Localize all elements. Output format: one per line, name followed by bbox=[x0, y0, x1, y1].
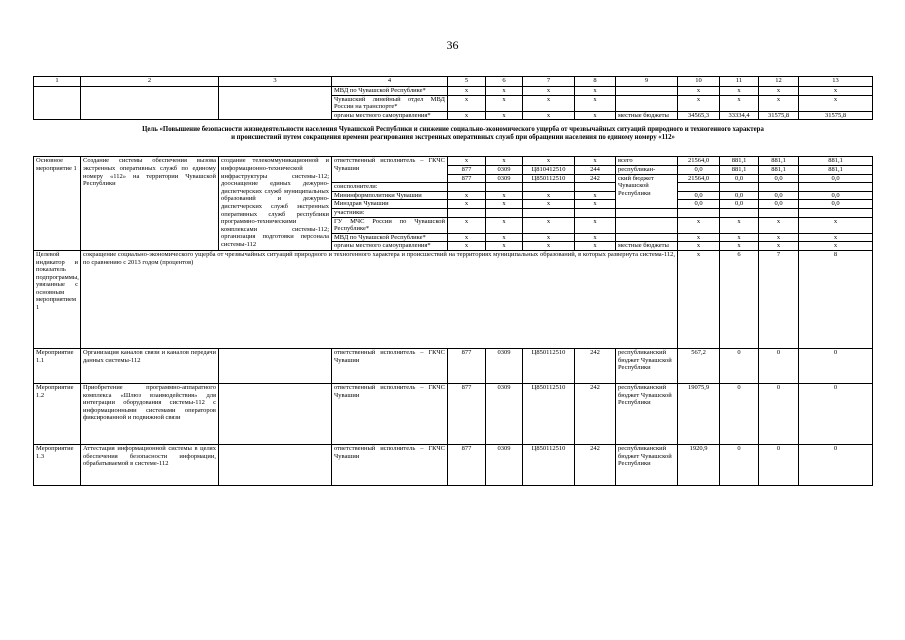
col-header: 2 bbox=[81, 77, 219, 87]
value-cell: х bbox=[720, 233, 759, 242]
target-article-cell: х bbox=[523, 87, 575, 96]
target-article-cell: х bbox=[523, 95, 575, 111]
empty-cell bbox=[34, 87, 81, 120]
value-cell: 0,0 bbox=[799, 191, 873, 200]
grbs-cell: х bbox=[448, 233, 486, 242]
value-cell: 34565,3 bbox=[678, 111, 720, 120]
table-row bbox=[34, 87, 873, 96]
participants-label: участники: bbox=[332, 208, 448, 217]
col-header: 13 bbox=[799, 77, 873, 87]
value-cell: х bbox=[759, 242, 799, 251]
grbs-cell: х bbox=[448, 191, 486, 200]
empty-cell bbox=[81, 87, 219, 120]
target-article-cell: х bbox=[523, 157, 575, 166]
expense-group-cell: х bbox=[575, 95, 616, 111]
executor-cell: Минздрав Чувашии bbox=[332, 200, 448, 209]
col-header: 1 bbox=[34, 77, 81, 87]
indicator-row bbox=[34, 250, 873, 348]
value-cell: х bbox=[720, 217, 759, 233]
section-cell: х bbox=[486, 95, 523, 111]
budget-table bbox=[33, 76, 873, 486]
page-number: 36 bbox=[446, 38, 459, 52]
value-cell: 0,0 bbox=[678, 200, 720, 209]
sub-event-title: Аттестация информационной системы в целях обеспечения безопасности информации, обрабатываемой в системе-112 bbox=[81, 444, 219, 485]
col-header: 10 bbox=[678, 77, 720, 87]
value-cell: 0,0 bbox=[799, 174, 873, 183]
table-row bbox=[34, 383, 873, 444]
value-cell: 0 bbox=[720, 383, 759, 444]
value-cell: 0,0 bbox=[678, 165, 720, 174]
grbs-cell: х bbox=[448, 200, 486, 209]
main-event-number: Основное мероприятие 1 bbox=[34, 157, 81, 251]
value-cell: 0 bbox=[720, 348, 759, 383]
source-cell: местные бюджеты bbox=[616, 242, 678, 251]
value-cell: х bbox=[759, 217, 799, 233]
expense-group-cell: х bbox=[575, 233, 616, 242]
target-article-cell: х bbox=[523, 200, 575, 209]
col-header: 7 bbox=[523, 77, 575, 87]
section-cell: 0309 bbox=[486, 383, 523, 444]
value-cell: 21564,0 bbox=[678, 174, 720, 183]
expense-group-cell: 242 bbox=[575, 174, 616, 183]
executor-cell: ответственный исполнитель – ГКЧС Чувашии bbox=[332, 348, 448, 383]
grbs-cell: 877 bbox=[448, 444, 486, 485]
responsible-executor: ответственный исполнитель – ГКЧС Чувашии bbox=[332, 157, 448, 183]
value-cell: х bbox=[759, 87, 799, 96]
col-header: 4 bbox=[332, 77, 448, 87]
executor-cell: Чувашский линейный отдел МВД России на транспорте* bbox=[332, 95, 448, 111]
value-cell: 0,0 bbox=[720, 191, 759, 200]
expense-group-cell: х bbox=[575, 191, 616, 200]
main-event-title: Создание системы обеспечения вызова экстренных оперативных служб по единому номеру «112» на территории Чувашской Республики bbox=[81, 157, 219, 251]
executor-cell: ГУ МЧС России по Чувашской Республике* bbox=[332, 217, 448, 233]
main-event-tasks: создание телекоммуникационной и информационно-технической инфраструктуры системы-112; дооснащение единых дежурно-диспетчерских служб муниципальных образований и дежурно-диспетчерских служб экстренных оперативных служб республики программно-техническими комплексами системы-112; организация подготовки персонала системы-112 bbox=[219, 157, 332, 251]
target-article-cell: Ц850112510 bbox=[523, 444, 575, 485]
section-cell: 0309 bbox=[486, 348, 523, 383]
coexecutors-label: соисполнители: bbox=[332, 183, 448, 192]
expense-group-cell: 242 bbox=[575, 348, 616, 383]
grbs-cell: х bbox=[448, 87, 486, 96]
expense-group-cell: х bbox=[575, 157, 616, 166]
indicator-value: х bbox=[678, 250, 720, 348]
value-cell: х bbox=[678, 95, 720, 111]
expense-group-cell: 242 bbox=[575, 383, 616, 444]
value-cell: х bbox=[678, 242, 720, 251]
sub-event-number: Мероприятие 1.3 bbox=[34, 444, 81, 485]
col-header: 12 bbox=[759, 77, 799, 87]
goal-heading bbox=[34, 120, 873, 157]
value-cell: 881,1 bbox=[759, 165, 799, 174]
value-cell: 21564,0 bbox=[678, 157, 720, 166]
table-row bbox=[34, 157, 873, 166]
table-row bbox=[34, 348, 873, 383]
value-cell: х bbox=[759, 233, 799, 242]
value-cell: 19075,9 bbox=[678, 383, 720, 444]
target-article-cell: х bbox=[523, 217, 575, 233]
value-cell: 567,2 bbox=[678, 348, 720, 383]
target-article-cell: х bbox=[523, 233, 575, 242]
col-header: 6 bbox=[486, 77, 523, 87]
goal-line-2: и происшествий путем сокращения времени реагирования экстренных оперативных служб при обращении населения по единому номеру «112» bbox=[231, 134, 675, 142]
value-cell: х bbox=[799, 95, 873, 111]
source-cell: республиканский бюджет Чувашской Республики bbox=[616, 444, 678, 485]
value-cell: 881,1 bbox=[799, 165, 873, 174]
value-cell: х bbox=[759, 95, 799, 111]
value-cell: х bbox=[799, 233, 873, 242]
grbs-cell: 877 bbox=[448, 174, 486, 183]
col-header: 9 bbox=[616, 77, 678, 87]
target-article-cell: Ц850112510 bbox=[523, 383, 575, 444]
value-cell: 881,1 bbox=[759, 157, 799, 166]
indicator-value: 8 bbox=[799, 250, 873, 348]
sub-event-title: Приобретение программно-аппаратного комплекса «Шлюз взаимодействия» для интеграции оборудования системы-112 с информационными системами операторов фиксированной и подвижной связи bbox=[81, 383, 219, 444]
value-cell: х bbox=[720, 87, 759, 96]
source-cell bbox=[616, 233, 678, 242]
section-cell: х bbox=[486, 191, 523, 200]
col-header: 11 bbox=[720, 77, 759, 87]
value-cell: 0 bbox=[759, 348, 799, 383]
source-cell: республиканский бюджет Чувашской Республики bbox=[616, 383, 678, 444]
section-cell: 0309 bbox=[486, 165, 523, 174]
target-article-cell: х bbox=[523, 111, 575, 120]
section-cell: 0309 bbox=[486, 444, 523, 485]
value-cell: 881,1 bbox=[720, 165, 759, 174]
goal-line-1: Цель «Повышение безопасности жизнедеятельности населения Чувашской Республики и снижение социально-экономического ущерба от чрезвычайных ситуаций природного и техногенного характера bbox=[142, 126, 764, 134]
indicator-value: 6 bbox=[720, 250, 759, 348]
executor-cell: Мининформполитики Чувашии bbox=[332, 191, 448, 200]
indicator-label: Целевой индикатор и показатель подпрограммы, увязанные с основным мероприятием 1 bbox=[34, 250, 81, 348]
expense-group-cell: х bbox=[575, 217, 616, 233]
value-cell: х bbox=[799, 242, 873, 251]
target-article-cell: х bbox=[523, 191, 575, 200]
source-cell: республиканский бюджет Чувашской Республики bbox=[616, 348, 678, 383]
value-cell: 31575,8 bbox=[759, 111, 799, 120]
executor-cell: ответственный исполнитель – ГКЧС Чувашии bbox=[332, 383, 448, 444]
executor-cell: МВД по Чувашской Республике* bbox=[332, 233, 448, 242]
grbs-cell: 877 bbox=[448, 348, 486, 383]
col-header: 8 bbox=[575, 77, 616, 87]
source-cell bbox=[616, 217, 678, 233]
executor-cell: ответственный исполнитель – ГКЧС Чувашии bbox=[332, 444, 448, 485]
expense-group-cell: 244 bbox=[575, 165, 616, 174]
value-cell: х bbox=[799, 217, 873, 233]
value-cell: 0,0 bbox=[678, 191, 720, 200]
value-cell: х bbox=[678, 233, 720, 242]
grbs-cell: х bbox=[448, 217, 486, 233]
value-cell: 0 bbox=[799, 444, 873, 485]
value-cell: 0 bbox=[799, 383, 873, 444]
executor-cell: органы местного самоуправления* bbox=[332, 242, 448, 251]
expense-group-cell: х bbox=[575, 87, 616, 96]
value-cell: 881,1 bbox=[799, 157, 873, 166]
value-cell: х bbox=[720, 95, 759, 111]
section-cell: х bbox=[486, 200, 523, 209]
value-cell: 31575,8 bbox=[799, 111, 873, 120]
target-article-cell: Ц850112510 bbox=[523, 174, 575, 183]
value-cell: 0,0 bbox=[720, 174, 759, 183]
value-cell: 0,0 bbox=[759, 200, 799, 209]
section-cell: 0309 bbox=[486, 174, 523, 183]
value-cell: 0,0 bbox=[759, 191, 799, 200]
section-cell: х bbox=[486, 157, 523, 166]
indicator-value: 7 bbox=[759, 250, 799, 348]
value-cell: 33334,4 bbox=[720, 111, 759, 120]
section-cell: х bbox=[486, 111, 523, 120]
section-cell: х bbox=[486, 242, 523, 251]
value-cell: х bbox=[720, 242, 759, 251]
sub-event-title: Организация каналов связи и каналов передачи данных системы-112 bbox=[81, 348, 219, 383]
section-cell: х bbox=[486, 233, 523, 242]
source-cell: всего bbox=[616, 157, 678, 166]
section-cell: х bbox=[486, 217, 523, 233]
executor-cell: органы местного самоуправления* bbox=[332, 111, 448, 120]
section-cell: х bbox=[486, 87, 523, 96]
value-cell: 0 bbox=[759, 444, 799, 485]
target-article-cell: Ц810412510 bbox=[523, 165, 575, 174]
expense-group-cell: х bbox=[575, 242, 616, 251]
target-article-cell: х bbox=[523, 242, 575, 251]
value-cell: 1920,9 bbox=[678, 444, 720, 485]
grbs-cell: х bbox=[448, 111, 486, 120]
grbs-cell: х bbox=[448, 95, 486, 111]
empty-cell bbox=[219, 87, 332, 120]
sub-event-number: Мероприятие 1.2 bbox=[34, 383, 81, 444]
value-cell: 0,0 bbox=[799, 200, 873, 209]
value-cell: 0 bbox=[759, 383, 799, 444]
source-cell: республикан- bbox=[616, 165, 678, 174]
expense-group-cell: х bbox=[575, 111, 616, 120]
source-cell: местные бюджеты bbox=[616, 111, 678, 120]
value-cell: х bbox=[678, 87, 720, 96]
value-cell: 0,0 bbox=[720, 200, 759, 209]
value-cell: х bbox=[678, 217, 720, 233]
target-article-cell: Ц850112510 bbox=[523, 348, 575, 383]
column-header-row bbox=[34, 77, 873, 87]
value-cell: 0,0 bbox=[759, 174, 799, 183]
goal-row bbox=[34, 120, 873, 157]
sub-event-number: Мероприятие 1.1 bbox=[34, 348, 81, 383]
source-cell bbox=[616, 87, 678, 96]
source-cell bbox=[616, 95, 678, 111]
indicator-text: сокращение социально-экономического ущерба от чрезвычайных ситуаций природного и техногенного характера и происшествий на территориях муниципальных образований, в которых развернута система-112, по сравнению с 2013 годом (процентов) bbox=[81, 250, 678, 348]
grbs-cell: 877 bbox=[448, 165, 486, 174]
value-cell: 0 bbox=[799, 348, 873, 383]
col-header: 3 bbox=[219, 77, 332, 87]
expense-group-cell: х bbox=[575, 200, 616, 209]
table-row bbox=[34, 444, 873, 485]
value-cell: 0 bbox=[720, 444, 759, 485]
value-cell: х bbox=[799, 87, 873, 96]
source-cell: ский бюджет Чувашской Республики bbox=[616, 174, 678, 208]
grbs-cell: х bbox=[448, 242, 486, 251]
grbs-cell: х bbox=[448, 157, 486, 166]
executor-cell: МВД по Чувашской Республике* bbox=[332, 87, 448, 96]
col-header: 5 bbox=[448, 77, 486, 87]
expense-group-cell: 242 bbox=[575, 444, 616, 485]
grbs-cell: 877 bbox=[448, 383, 486, 444]
value-cell: 881,1 bbox=[720, 157, 759, 166]
